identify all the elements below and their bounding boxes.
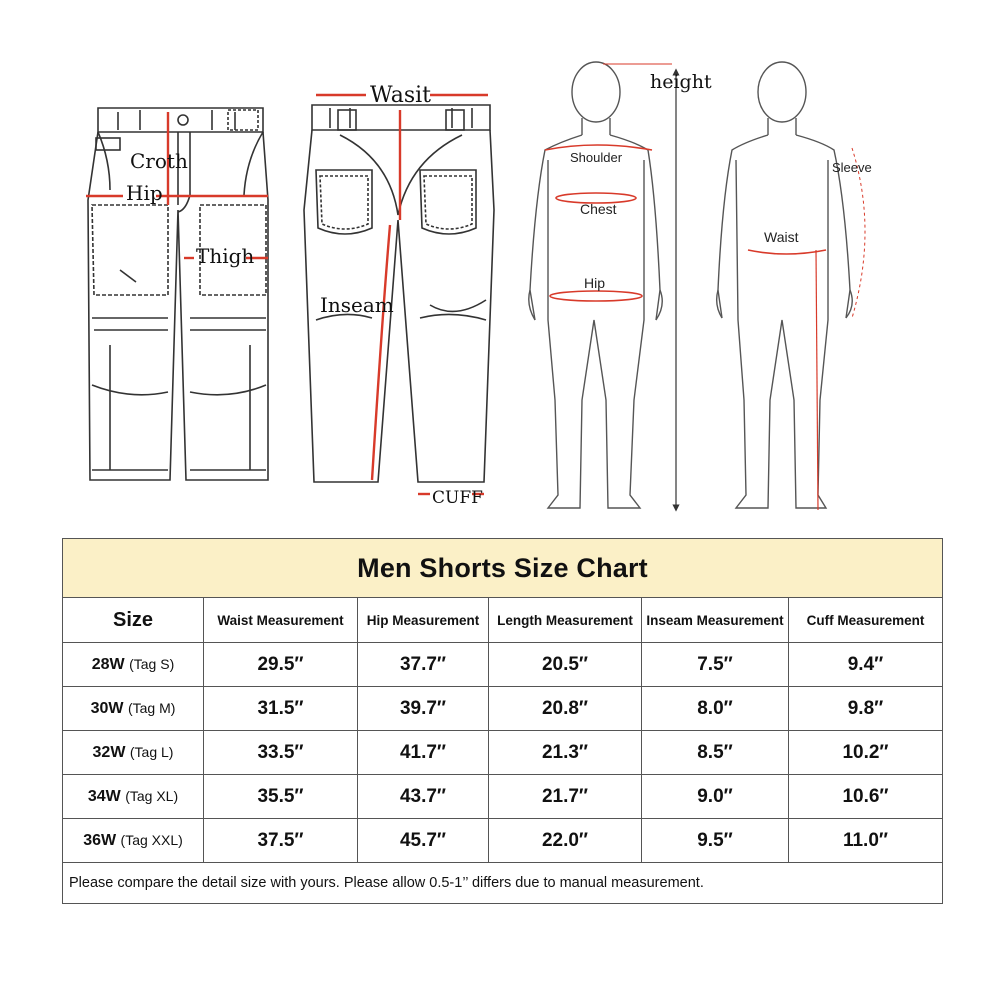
waist-value: 37.5″ — [204, 819, 358, 863]
size-cell — [63, 775, 204, 819]
inseam-value: 9.0″ — [642, 775, 789, 819]
size-cell — [63, 731, 204, 775]
size-chart-table — [62, 538, 943, 904]
table-note: Please compare the detail size with yours. Please allow 0.5-1’’ differs due to manual measurement. — [63, 863, 943, 904]
hip-value: 37.7″ — [358, 643, 489, 687]
size-label: 28W — [91, 655, 125, 673]
body-back-drawing — [717, 62, 853, 508]
label-waist-body: Waist — [764, 229, 799, 245]
table-row — [63, 687, 943, 731]
waist-value: 33.5″ — [204, 731, 358, 775]
header-cuff: Cuff Measurement — [789, 598, 943, 643]
cuff-value: 10.2″ — [789, 731, 943, 775]
hip-value: 45.7″ — [358, 819, 489, 863]
length-value: 20.8″ — [489, 687, 642, 731]
table-title: Men Shorts Size Chart — [63, 539, 943, 598]
waist-value: 29.5″ — [204, 643, 358, 687]
label-hip-front: Hip — [126, 181, 163, 205]
inseam-value: 8.5″ — [642, 731, 789, 775]
inseam-value: 8.0″ — [642, 687, 789, 731]
label-height: height — [650, 71, 712, 93]
size-tag: (Tag XL) — [125, 787, 179, 804]
hip-value: 43.7″ — [358, 775, 489, 819]
table-row — [63, 775, 943, 819]
size-cell — [63, 819, 204, 863]
table-row — [63, 731, 943, 775]
length-value: 22.0″ — [489, 819, 642, 863]
header-length: Length Measurement — [489, 598, 642, 643]
length-value: 20.5″ — [489, 643, 642, 687]
label-cuff: CUFF — [432, 488, 483, 508]
size-tag: (Tag S) — [129, 655, 175, 672]
body-back-measure-lines — [748, 148, 865, 510]
label-shoulder: Shoulder — [570, 150, 623, 165]
header-size: Size — [63, 598, 204, 643]
table-row — [63, 643, 943, 687]
label-inseam: Inseam — [320, 293, 394, 317]
label-hip-body: Hip — [584, 275, 606, 291]
size-tag: (Tag M) — [127, 699, 176, 716]
size-tag: (Tag L) — [129, 743, 174, 760]
header-hip: Hip Measurement — [358, 598, 489, 643]
table-row — [63, 819, 943, 863]
size-cell — [63, 643, 204, 687]
cuff-value: 11.0″ — [789, 819, 943, 863]
length-value: 21.3″ — [489, 731, 642, 775]
hip-value: 41.7″ — [358, 731, 489, 775]
label-crotch: Croth — [130, 149, 188, 173]
waist-value: 31.5″ — [204, 687, 358, 731]
header-inseam: Inseam Measurement — [642, 598, 789, 643]
size-label: 36W — [83, 831, 117, 849]
size-label: 30W — [90, 699, 124, 717]
inseam-value: 7.5″ — [642, 643, 789, 687]
inseam-value: 9.5″ — [642, 819, 789, 863]
cuff-value: 9.8″ — [789, 687, 943, 731]
header-waist: Waist Measurement — [204, 598, 358, 643]
waist-value: 35.5″ — [204, 775, 358, 819]
cuff-value: 10.6″ — [789, 775, 943, 819]
cuff-value: 9.4″ — [789, 643, 943, 687]
label-sleeve: Sleeve — [832, 160, 872, 175]
label-thigh: Thigh — [196, 244, 255, 268]
label-chest: Chest — [580, 201, 617, 217]
length-value: 21.7″ — [489, 775, 642, 819]
size-label: 32W — [92, 743, 126, 761]
label-waist-back: Wasit — [370, 83, 431, 108]
size-cell — [63, 687, 204, 731]
table-header-row — [63, 598, 943, 643]
hip-value: 39.7″ — [358, 687, 489, 731]
size-label: 34W — [87, 787, 121, 805]
size-tag: (Tag XXL) — [120, 831, 183, 848]
